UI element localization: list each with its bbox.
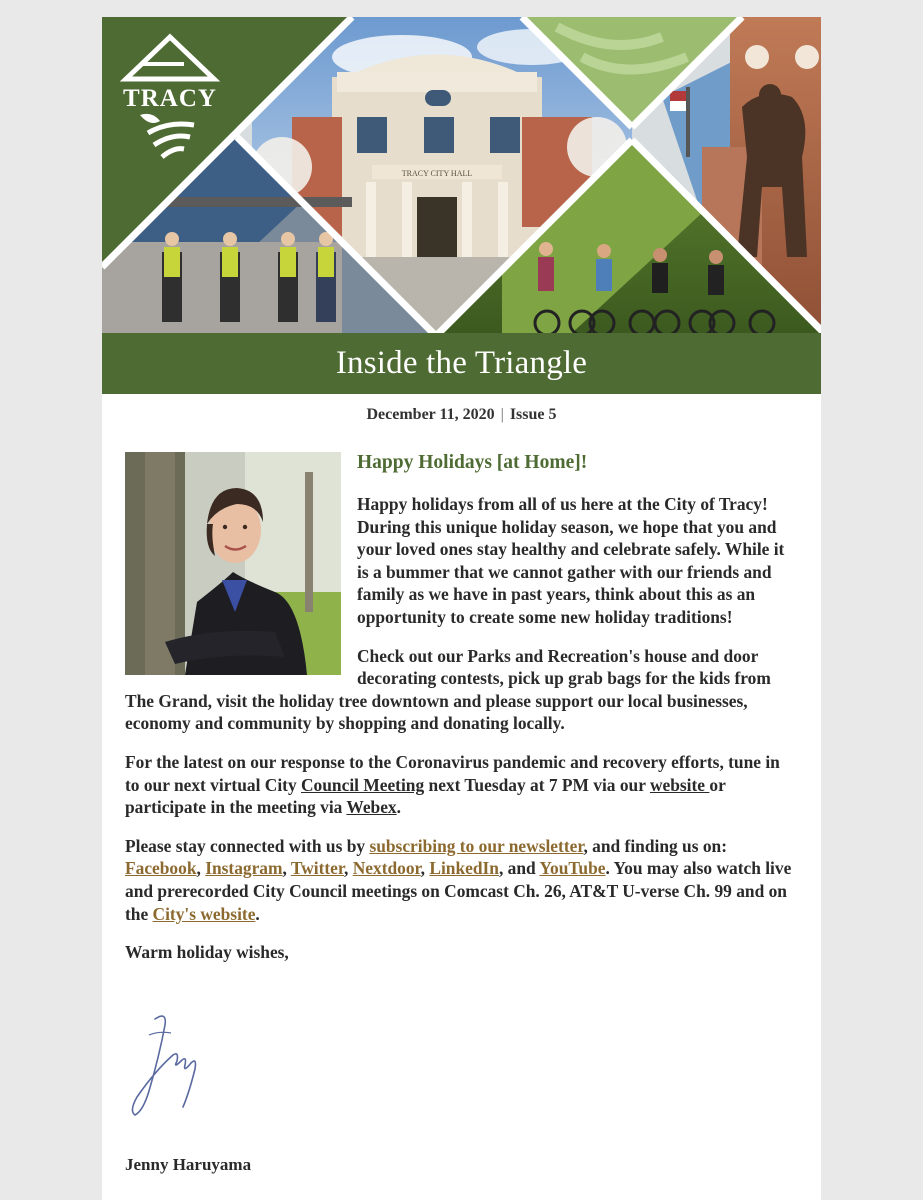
webex-link[interactable]: Webex (346, 797, 397, 818)
website-link[interactable]: website (649, 774, 710, 795)
paragraph-council: For the latest on our response to the Coronavirus pandemic and recovery efforts, tune in to our next virtual City Council Meeting next Tuesday at 7 PM via our website or participate in the meeting via Webex. (125, 751, 780, 818)
council-meeting-link[interactable]: Council Meeting (301, 774, 425, 795)
instagram-link[interactable]: Instagram (205, 858, 283, 879)
building-sign-text: TRACY CITY HALL (401, 169, 473, 178)
issue-line (102, 406, 821, 424)
issue-date: December 11, 2020 (366, 406, 495, 423)
newsletter-page (102, 17, 821, 1200)
linkedin-link[interactable]: LinkedIn (429, 858, 499, 879)
facebook-link[interactable]: Facebook (125, 858, 197, 879)
header-banner (102, 17, 821, 333)
logo-text: TRACY (123, 85, 217, 112)
subscribe-newsletter-link[interactable]: subscribing to our newsletter (369, 835, 584, 856)
handwritten-signature (125, 1007, 235, 1127)
issue-number: Issue 5 (509, 406, 557, 423)
signer-name: Jenny Haruyama (125, 1155, 252, 1174)
paragraph-greeting: Happy holidays from all of us here at the City of Tracy! During this unique holiday season, we hope that you and your loved ones stay healthy and celebrate safely. While it is a bummer that we cannot gather with our friends and family as we have in past years, think about this as an opportunity to create some new holiday traditions! (357, 494, 785, 627)
closing-line: Warm holiday wishes, (125, 942, 289, 963)
newsletter-title: Inside the Triangle (335, 345, 588, 381)
article-body (125, 448, 797, 980)
twitter-link[interactable]: Twitter (290, 858, 345, 879)
youtube-link[interactable]: YouTube (539, 858, 606, 879)
article-headline: Happy Holidays [at Home]! (357, 452, 588, 473)
title-bar (102, 333, 821, 394)
paragraph-activities: Check out our Parks and Recreation's house and door decorating contests, pick up grab bags for the kids from The Grand, visit the holiday tree downtown and please support our local businesses, economy and community by shopping and donating locally. (125, 645, 771, 734)
paragraph-connect: Please stay connected with us by subscribing to our newsletter, and finding us on: Facebook, Instagram, Twitter, Nextdoor, LinkedIn, and YouTube. You may also watch live and prerecorded City Council meetings on Comcast Ch. 26, AT&T U-verse Ch. 99 and on the City's website. (125, 835, 792, 924)
issue-separator: | (500, 406, 504, 423)
city-website-link[interactable]: City's website (152, 903, 256, 924)
photo-spacer (125, 448, 357, 680)
nextdoor-link[interactable]: Nextdoor (352, 858, 421, 879)
